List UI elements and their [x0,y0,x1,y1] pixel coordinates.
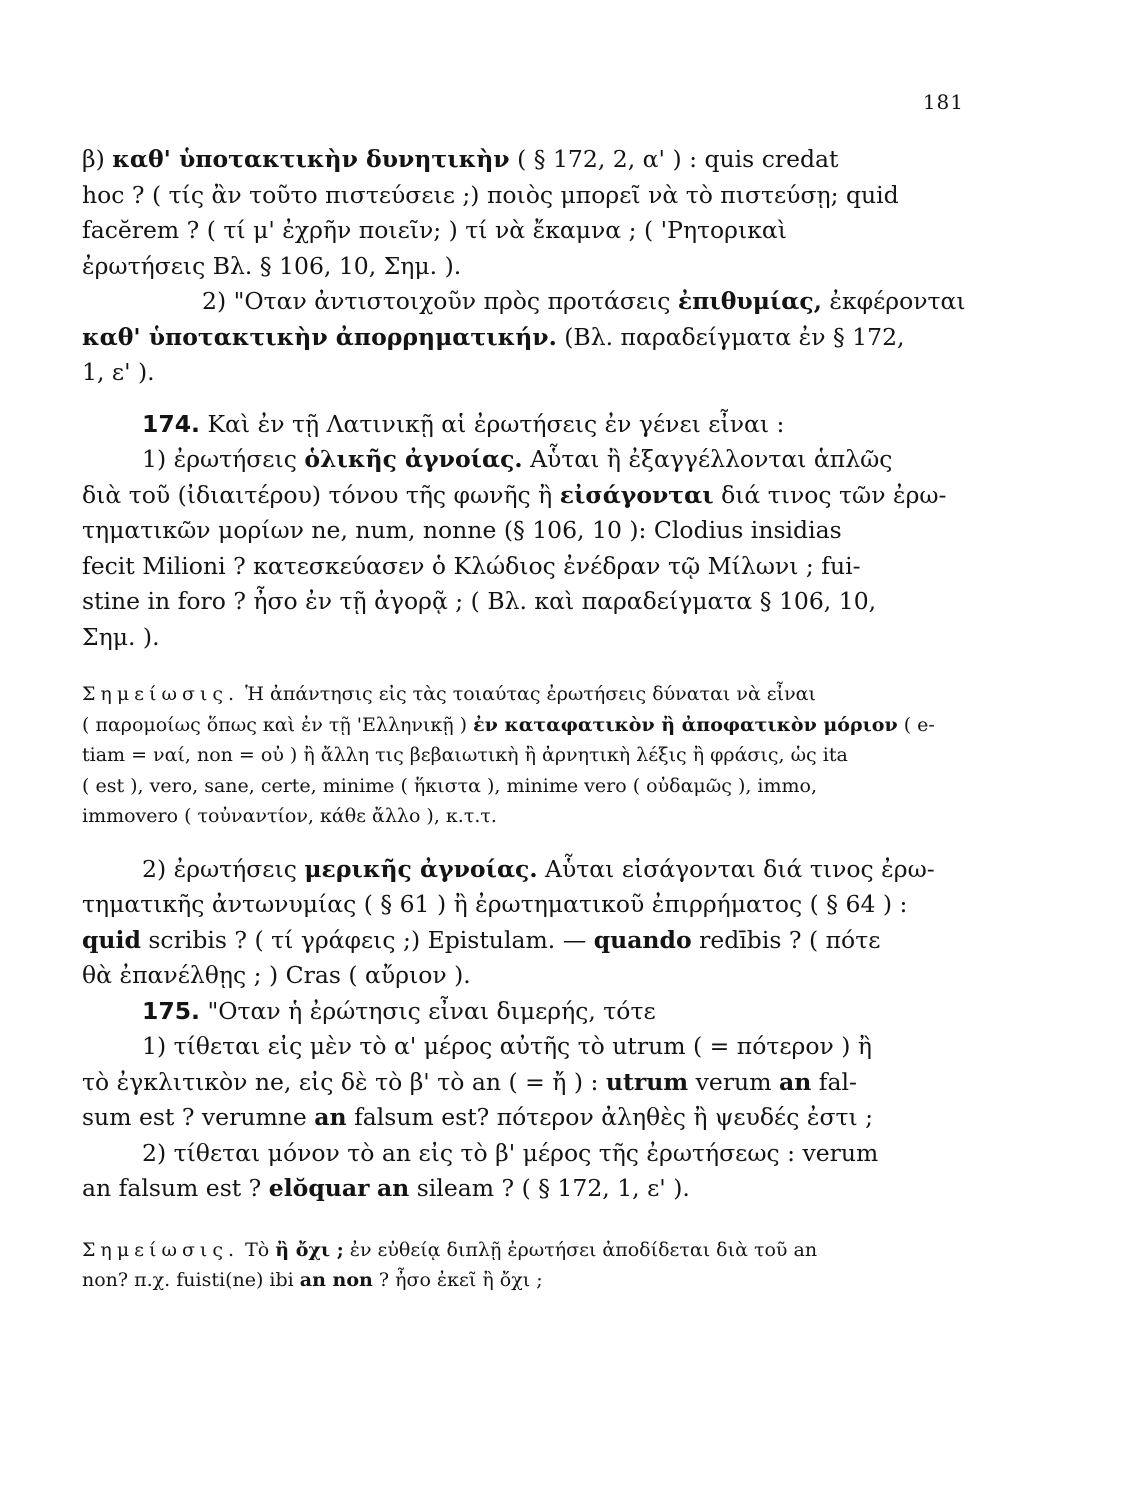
bold-term: μερικῆς ἀγνοίας. [304,854,538,883]
text-run: Τὸ [245,1238,270,1261]
bold-term: quando [593,925,692,954]
text-run: τὸ ἐγκλιτικὸν ne, εἰς δὲ τὸ β' τὸ an ( = ἤ ) : [82,1067,599,1096]
text-line: ( est ), vero, sane, certe, minime ( ἥκιστα ), minime vero ( οὐδαμῶς ), immo, [82,774,818,797]
bold-term: utrum [605,1067,689,1096]
text-run: non? π.χ. fuisti(ne) ibi [82,1269,294,1291]
text-line: ἐρωτήσεις Βλ. § 106, 10, Σημ. ). [82,251,462,280]
note-1 [82,679,970,832]
note-label: Σημείωσις. [82,1238,240,1261]
text-run: fal- [818,1067,857,1096]
bold-term: ἢ ὄχι ; [275,1238,344,1261]
text-line: tiam = ναί, non = οὐ ) ἢ ἄλλη τις βεβαιωτικὴ ἢ ἀρνητικὴ λέξις ἢ φράσις, ὡς ita [82,744,848,766]
text-line: hoc ? ( τίς ἂν τοῦτο πιστεύσειε ;) ποιὸς μπορεῖ νὰ τὸ πιστεύσῃ; quid [82,180,899,209]
text-run: (Βλ. παραδείγματα ἐν § 172, [564,322,905,351]
text-run: 2) "Οταν ἀντιστοιχοῦν πρὸς προτάσεις [202,287,671,315]
bold-term: καθ' ὑποτακτικὴν δυνητικὴν [112,145,510,173]
text-run: Ἡ ἀπάντησις εἰς τὰς τοιαύτας ἐρωτήσεις δύναται νὰ εἶναι [245,683,816,705]
text-run: ( § 172, 2, α' ) : quis credat [517,145,839,173]
text-line: immovero ( τοὐναντίον, κάθε ἄλλο ), κ.τ.τ. [82,805,497,827]
text-line: τηματικῶν μορίων ne, num, nonne (§ 106, 10 ): Clodius insidias [82,516,842,544]
section-number: 175. [142,996,200,1025]
note-2 [82,1235,970,1296]
text-run: ἐκφέρονται [829,287,966,315]
text-line: 1, ε' ). [82,358,155,386]
text-run: ἐν εὐθείᾳ διπλῇ ἐρωτήσει ἀποδίδεται διὰ τοῦ an [349,1238,818,1261]
page-number: 181 [922,90,964,114]
text-line: 1) τίθεται εἰς μὲν τὸ α' μέρος αὐτῆς τὸ utrum ( = πότερον ) ἢ [142,1032,872,1060]
text-run: ? ἦσο ἐκεῖ ἢ ὄχι ; [378,1269,543,1291]
text-line: facĕrem ? ( τί μ' ἐχρῆν ποιεῖν; ) τί νὰ ἔκαμνα ; ( 'Ρητορικαὶ [82,216,787,244]
text-line: fecit Milioni ? κατεσκεύασεν ὁ Κλώδιος ἐνέδραν τῷ Μίλωνι ; fui- [82,551,861,580]
text-run: verum [695,1067,772,1096]
bold-term: ὁλικῆς ἀγνοίας. [304,445,523,473]
text-run: redībis ? ( πότε [699,925,881,954]
text-run: falsum est? πότερον ἀληθὲς ἢ ψευδές ἐστι ; [354,1103,874,1131]
main-text [82,142,970,1296]
bold-term: an non [299,1269,373,1291]
section-174 [82,407,970,656]
text-line: θὰ ἐπανέλθῃς ; ) Cras ( αὔριον ). [82,961,471,989]
text-run: sum est ? verumne [82,1103,307,1131]
text-run: scribis ? ( τί γράφεις ;) Epistulam. — [148,925,587,954]
text-line: Σημ. ). [82,622,160,651]
section-number: 174. [142,409,200,438]
bold-term: an [314,1103,347,1131]
text-run: διά τινος τῶν ἐρω- [721,480,947,509]
text-line: τηματικῆς ἀντωνυμίας ( § 61 ) ἢ ἐρωτηματικοῦ ἐπιρρήματος ( § 64 ) : [82,890,908,918]
paragraph-173-beta [82,142,970,284]
text-run: 2) ἐρωτήσεις [142,854,297,883]
bold-term: an [778,1067,812,1096]
text-run: ( e- [903,713,935,736]
text-run: 1) ἐρωτήσεις [142,445,297,473]
text-run: Αὗται ἢ ἐξαγγέλλονται ἁπλῶς [530,445,893,473]
paragraph-173-2 [82,284,970,391]
bold-term: ἐπιθυμίας, [677,287,822,315]
section-intro: Καὶ ἐν τῇ Λατινικῇ αἱ ἐρωτήσεις ἐν γένει εἶναι : [207,409,785,438]
text-run: ( παρομοίως ὅπως καὶ ἐν τῇ 'Ελληνικῇ ) [82,713,468,736]
text-run: an falsum est ? [82,1174,262,1202]
text-run: Αὗται εἰσάγονται διά τινος ἐρω- [545,854,935,883]
bold-term: καθ' ὑποτακτικὴν ἀπορρηματικήν. [82,322,557,351]
bold-term: an [376,1174,410,1202]
text-line: stine in foro ? ἦσο ἐν τῇ ἀγορᾷ ; ( Βλ. καὶ παραδείγματα § 106, 10, [82,587,877,615]
bold-term: ἐν καταφατικὸν ἢ ἀποφατικὸν μόριον [473,713,898,736]
section-intro: "Οταν ἡ ἐρώτησις εἶναι διμερής, τότε [207,996,656,1025]
text-run: sileam ? ( § 172, 1, ε' ). [416,1174,690,1202]
text-line: 2) τίθεται μόνον τὸ an εἰς τὸ β' μέρος τῆς ἐρωτήσεως : verum [142,1138,879,1167]
item-marker: β) [82,145,105,173]
bold-term: elŏquar [268,1174,370,1202]
note-label: Σημείωσις. [82,683,240,705]
bold-term: quid [82,925,141,954]
text-run: διὰ τοῦ (ἰδιαιτέρου) τόνου τῆς φωνῆς ἢ [82,480,553,509]
bold-term: εἰσάγονται [559,480,714,509]
paragraph-174-2 [82,852,970,994]
section-175 [82,994,970,1207]
